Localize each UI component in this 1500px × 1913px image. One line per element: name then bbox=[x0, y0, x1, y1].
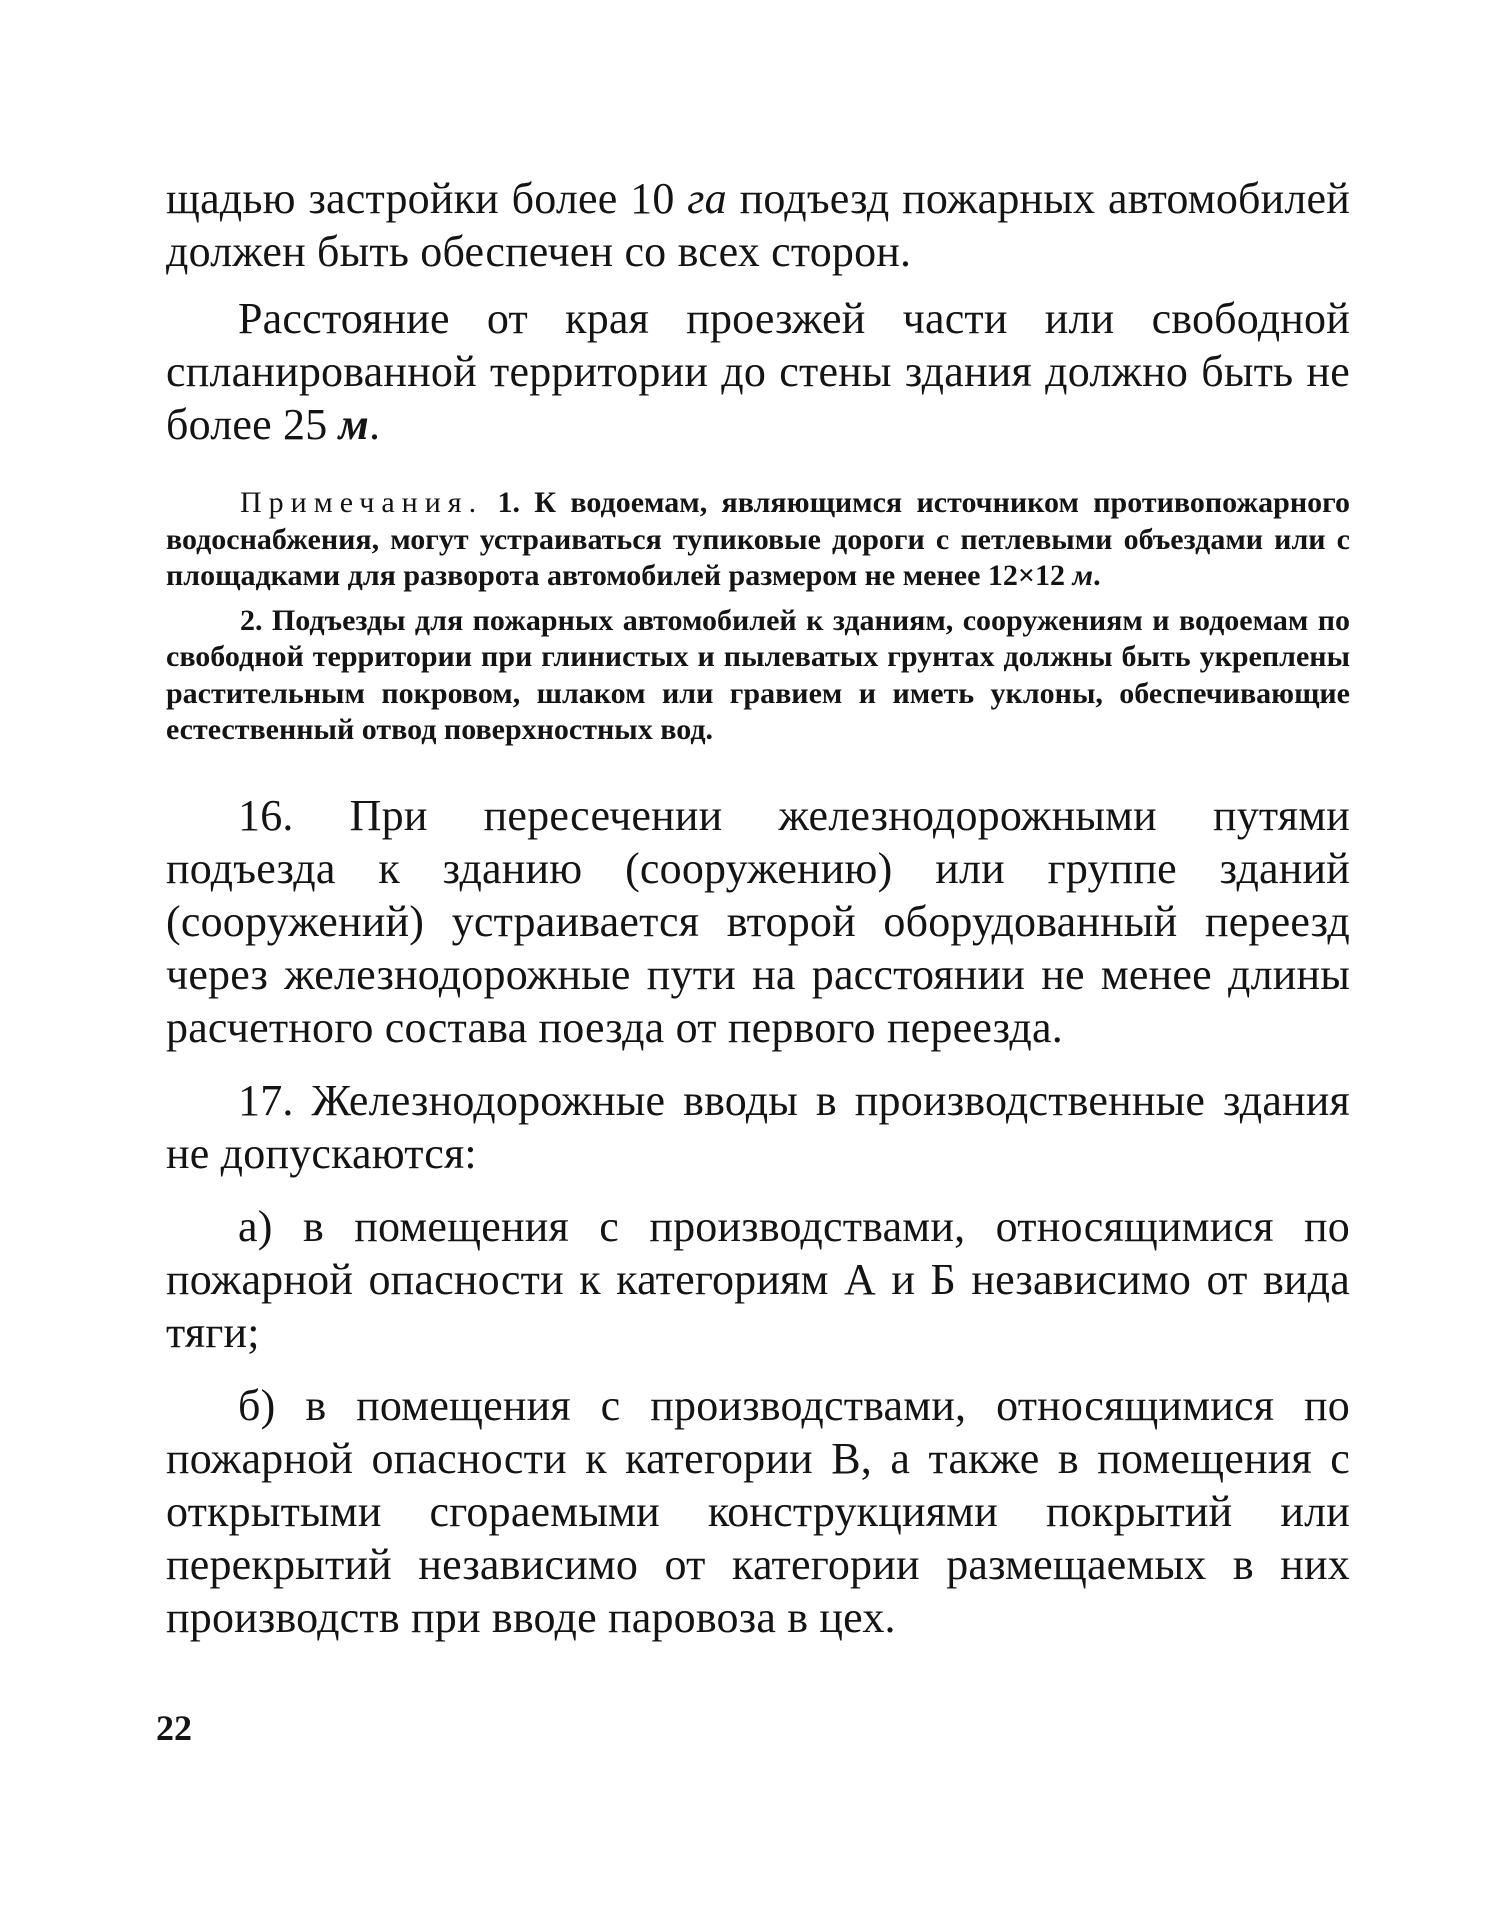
text-run: подъезд пожарных автомобилей должен быть обеспечен со всех сторон. bbox=[166, 174, 1350, 276]
item-17b: б) в помещения с производствами, относящимися по пожарной опасности к категории В, а также в помещения с открытыми сгораемыми конструкциями покрытий или перекрытий независимо от категории размещаемых в них производств при вводе паровоза в цех. bbox=[166, 1380, 1350, 1642]
unit-meter: м bbox=[338, 400, 369, 449]
text-run: Расстояние от края проезжей части или свободной спланированной территории до стены здания должно быть не более 25 bbox=[166, 294, 1350, 449]
text-run: . bbox=[368, 400, 381, 449]
page-number: 22 bbox=[156, 1708, 192, 1748]
item-17a: а) в помещения с производствами, относящимися по пожарной опасности к категориям А и Б независимо от вида тяги; bbox=[166, 1201, 1350, 1357]
note-2: 2. Подъезды для пожарных автомобилей к зданиям, сооружениям и водоемам по свободной территории при глинистых и пылеватых грунтах должны быть укреплены растительным покровом, шлаком или гравием и иметь уклоны, обеспечивающие естественный отвод поверхностных вод. bbox=[166, 603, 1350, 746]
continued-paragraph bbox=[166, 172, 1350, 278]
item-17: 17. Железнодорожные вводы в производственные здания не допускаются: bbox=[166, 1075, 1350, 1178]
unit-hectare: га bbox=[687, 174, 727, 223]
text-run: . bbox=[1093, 559, 1101, 592]
text-run: 1. К водоемам, являющимся источником противопожарного водоснабжения, могут устраиваться тупиковые дороги с петлевыми объездами или с площадками для разворота автомобилей размером не менее 12×12 bbox=[166, 486, 1350, 592]
notes-label: Примечания. bbox=[240, 486, 484, 519]
distance-paragraph bbox=[166, 292, 1350, 451]
page-body bbox=[166, 172, 1350, 1644]
note-1 bbox=[166, 485, 1350, 595]
item-16: 16. При пересечении железнодорожными путями подъезда к зданию (сооружению) или группе зданий (сооружений) устраивается второй оборудованный переезд через железнодорожные пути на расстоянии не менее длины расчетного состава поезда от первого переезда. bbox=[166, 790, 1350, 1052]
text-run: щадью застройки более 10 bbox=[166, 174, 688, 223]
unit-meter: м bbox=[1072, 559, 1094, 592]
